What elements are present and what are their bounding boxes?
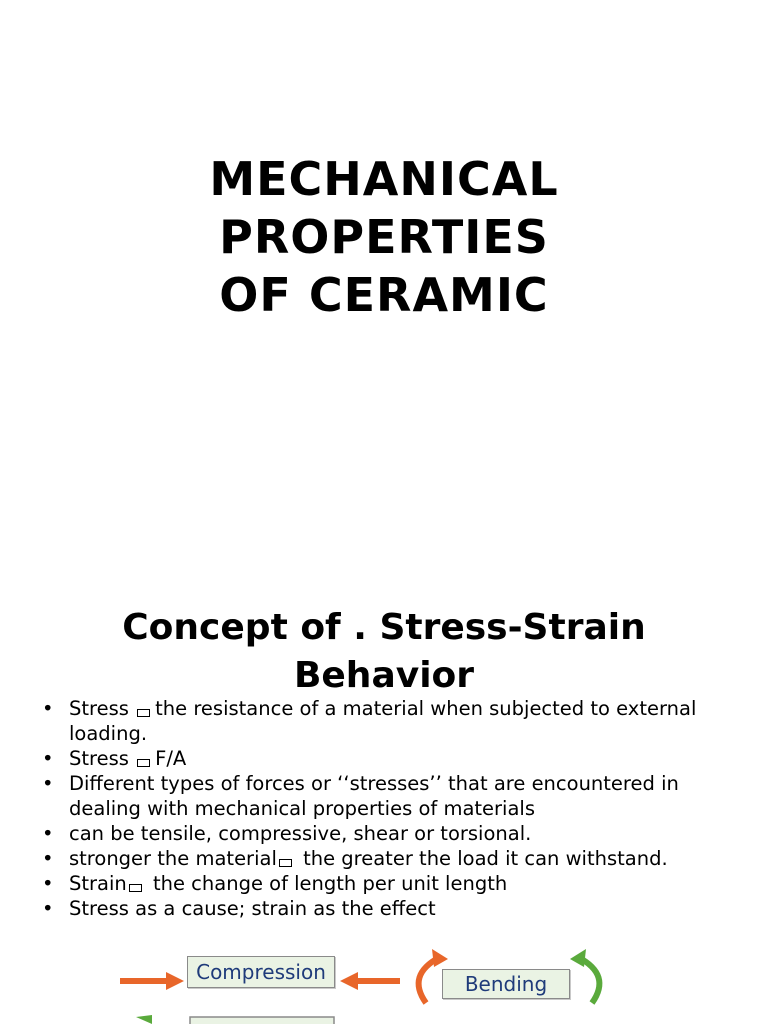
bending-label: Bending: [464, 972, 548, 996]
arrow-placeholder-icon: [137, 709, 150, 717]
bullet-text-end: F/A: [155, 747, 187, 770]
bullet-item: [42, 846, 742, 871]
bullet-item: [42, 696, 742, 746]
bullet-dot: •: [42, 847, 54, 870]
section-title-line-2: Behavior: [293, 655, 475, 696]
lower-left-arrow-icon: [136, 1015, 152, 1024]
bending-label-box: [442, 969, 570, 999]
bullet-text-start: stronger the material: [69, 847, 277, 870]
compression-label: Compression: [196, 960, 326, 984]
bullet-dot: •: [42, 747, 54, 770]
bending-right-arrow-icon: [570, 949, 599, 1003]
slide-title: [0, 150, 768, 324]
bullet-text-start: Stress: [69, 697, 136, 720]
bullet-text-end: the resistance of a material when subjected to external loading.: [69, 697, 697, 745]
arrow-placeholder-icon: [137, 759, 150, 767]
slide-title-line-2: PROPERTIES: [219, 210, 549, 264]
left-push-arrow-icon: [120, 972, 184, 990]
bullet-item: [42, 896, 742, 921]
slide-title-line-1: MECHANICAL: [209, 152, 559, 206]
bullet-list: [42, 696, 742, 921]
bullet-item: [42, 746, 742, 771]
compression-label-box: [187, 956, 335, 988]
right-push-arrow-icon: [340, 972, 400, 990]
lower-label-box: [190, 1017, 334, 1024]
bullet-text-end: the greater the load it can withstand.: [296, 847, 668, 870]
bullet-text: can be tensile, compressive, shear or torsional.: [69, 822, 532, 845]
bullet-item: [42, 771, 742, 821]
bullet-item: [42, 821, 742, 846]
bullet-dot: •: [42, 822, 54, 845]
bullet-dot: •: [42, 772, 54, 795]
bullet-dot: •: [42, 872, 54, 895]
arrow-placeholder-icon: [279, 859, 292, 867]
slide-title-line-3: OF CERAMIC: [219, 268, 549, 322]
bullet-text: Stress as a cause; strain as the effect: [69, 897, 436, 920]
bullet-text: Different types of forces or ‘‘stresses’’ that are encountered in dealing with mechanical properties of materials: [69, 772, 679, 820]
bullet-item: [42, 871, 742, 896]
bullet-dot: •: [42, 697, 54, 720]
bullet-dot: •: [42, 897, 54, 920]
section-title: [0, 604, 768, 700]
bullet-text-start: Stress: [69, 747, 136, 770]
force-types-diagram: [0, 945, 768, 1024]
section-title-line-1: Concept of . Stress-Strain: [122, 607, 646, 648]
bullet-text-start: Strain: [69, 872, 127, 895]
arrow-placeholder-icon: [129, 884, 142, 892]
diagram-arrows: [0, 945, 768, 1024]
bullet-text-end: the change of length per unit length: [146, 872, 508, 895]
